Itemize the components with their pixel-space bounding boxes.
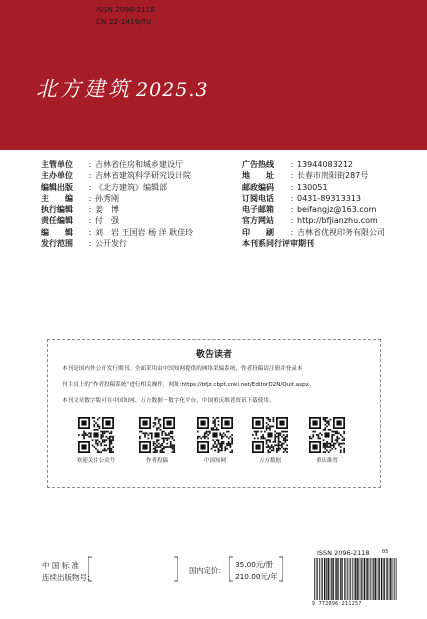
serial-label: 中 国 标 准: [42, 561, 80, 570]
qr-block: [195, 417, 235, 464]
info-value: 130051: [297, 182, 328, 192]
journal-name: 北方建筑: [36, 77, 132, 101]
barcode-icon: [312, 558, 398, 600]
info-value: 孙秀刚: [95, 193, 119, 203]
info-value: 吉林省住房和城乡建设厅: [95, 160, 183, 169]
issue-number: 2025.3: [136, 79, 209, 101]
info-label: 订阅电话: [242, 193, 274, 203]
info-row: 主 编 : 孙秀刚: [41, 193, 119, 203]
info-value: 付 强: [95, 216, 119, 226]
price-per-issue: 35.00元/册: [235, 560, 273, 569]
info-label: 电子邮箱: [242, 205, 274, 215]
issn-number: ISSN 2096-2118: [96, 5, 155, 14]
info-value: 刘 岩 王国岩 杨 洋 耿佳玲: [95, 227, 194, 237]
qr-label: 中国知网: [203, 458, 226, 464]
info-label: 主管单位: [41, 160, 73, 169]
qr-label: 重庆维普: [315, 458, 338, 464]
qr-block: [76, 417, 116, 464]
info-row: 电子邮箱 : beifangjz@163.com: [242, 205, 377, 215]
info-value: beifangjz@163.com: [297, 205, 377, 215]
notice-text: 刊主页上的“作者投稿系统”进行相关操作，网址:https://bfjz.cbpt.cnki.net/EditorD2N/Quit.aspx。: [62, 382, 315, 388]
info-row: 官方网站 : http://bfjianzhu.com: [242, 216, 378, 226]
info-value: 姜 博: [95, 205, 119, 215]
info-value: 吉林省优视印务有限公司: [297, 227, 385, 237]
qr-label: 作者投稿: [145, 458, 168, 464]
info-row: 邮政编码 : 130051: [242, 182, 328, 192]
qr-code-icon[interactable]: [139, 417, 175, 453]
barcode-addon: 03: [382, 549, 389, 555]
info-label: 发行范围: [41, 239, 73, 249]
peer-review-note: 本刊系同行评审期刊: [242, 239, 314, 249]
qr-block: [137, 417, 177, 464]
info-value: http://bfjianzhu.com: [297, 216, 378, 226]
journal-title: [36, 73, 208, 103]
serial-label: 连续出版物号：: [42, 573, 95, 582]
info-label: 官方网站: [242, 216, 274, 226]
qr-label: 万方数据: [258, 458, 281, 464]
info-row: [242, 238, 385, 249]
info-row: 执行编辑 : 姜 博: [41, 205, 119, 215]
masthead-right: [242, 159, 385, 249]
info-row: 广告热线 : 13944083212: [242, 160, 353, 169]
info-row: 编 辑 : 刘 岩 王国岩 杨 洋 耿佳玲: [41, 227, 194, 237]
info-label: 广告热线: [242, 160, 274, 169]
qr-code-icon[interactable]: [78, 417, 114, 453]
title-banner: [0, 0, 427, 150]
info-label: 编辑出版: [41, 182, 73, 192]
info-row: 编辑出版 : 《北方建筑》编辑部: [41, 182, 167, 192]
barcode-digits: 9 772096 211257: [312, 601, 362, 607]
qr-block: [307, 417, 347, 464]
masthead-left: [41, 159, 193, 249]
info-row: 地 址 : 长春市贵阳街287号: [242, 171, 369, 181]
info-row: 主管单位 : 吉林省住房和城乡建设厅: [41, 160, 183, 169]
info-label: 地 址: [242, 171, 274, 181]
reader-notice: [47, 339, 381, 488]
info-label: 编 辑: [41, 227, 73, 237]
info-row: 主办单位 : 吉林省建筑科学研究设计院: [41, 171, 191, 181]
info-label: 责任编辑: [41, 216, 73, 226]
notice-text: 本刊是国内外公开发行期刊，全面采用由中国知网提供的网络采编系统，作者投稿请注册并登录本: [62, 366, 303, 372]
qr-code-icon[interactable]: [309, 417, 345, 453]
cn-number: CN 22-1419/TU: [96, 17, 152, 26]
qr-label: 欢迎关注公众号: [76, 458, 116, 464]
info-row: 印 刷 : 吉林省优视印务有限公司: [242, 227, 385, 237]
info-row: 订阅电话 : 0431-89313313: [242, 193, 361, 203]
info-value: 0431-89313313: [297, 193, 361, 203]
info-row: 责任编辑 : 付 强: [41, 216, 119, 226]
price-label: 国内定价：: [189, 566, 226, 575]
barcode-issn: ISSN 2096-2118: [317, 549, 370, 557]
info-label: 印 刷: [242, 227, 274, 237]
qr-code-icon[interactable]: [197, 417, 233, 453]
info-value: 13944083212: [297, 160, 353, 169]
info-value: 公开发行: [95, 239, 127, 249]
qr-code-icon[interactable]: [252, 417, 288, 453]
info-value: 长春市贵阳街287号: [297, 171, 369, 181]
info-label: 主办单位: [41, 171, 73, 181]
price-per-year: 210.00元/年: [235, 572, 278, 581]
info-label: 执行编辑: [41, 205, 73, 215]
info-row: 发行范围 : 公开发行: [41, 239, 127, 249]
notice-title: 敬告读者: [195, 350, 232, 360]
info-value: 《北方建筑》编辑部: [95, 182, 167, 192]
info-value: 吉林省建筑科学研究设计院: [95, 171, 191, 181]
info-label: 主 编: [41, 193, 73, 203]
notice-text: 本刊文章数字版可在中国知网、万方数据－数字化平台、中国重庆维普资讯下载使用。: [62, 398, 275, 404]
qr-block: [250, 417, 290, 464]
info-label: 邮政编码: [242, 182, 274, 192]
serial-number-frame: [88, 555, 178, 583]
